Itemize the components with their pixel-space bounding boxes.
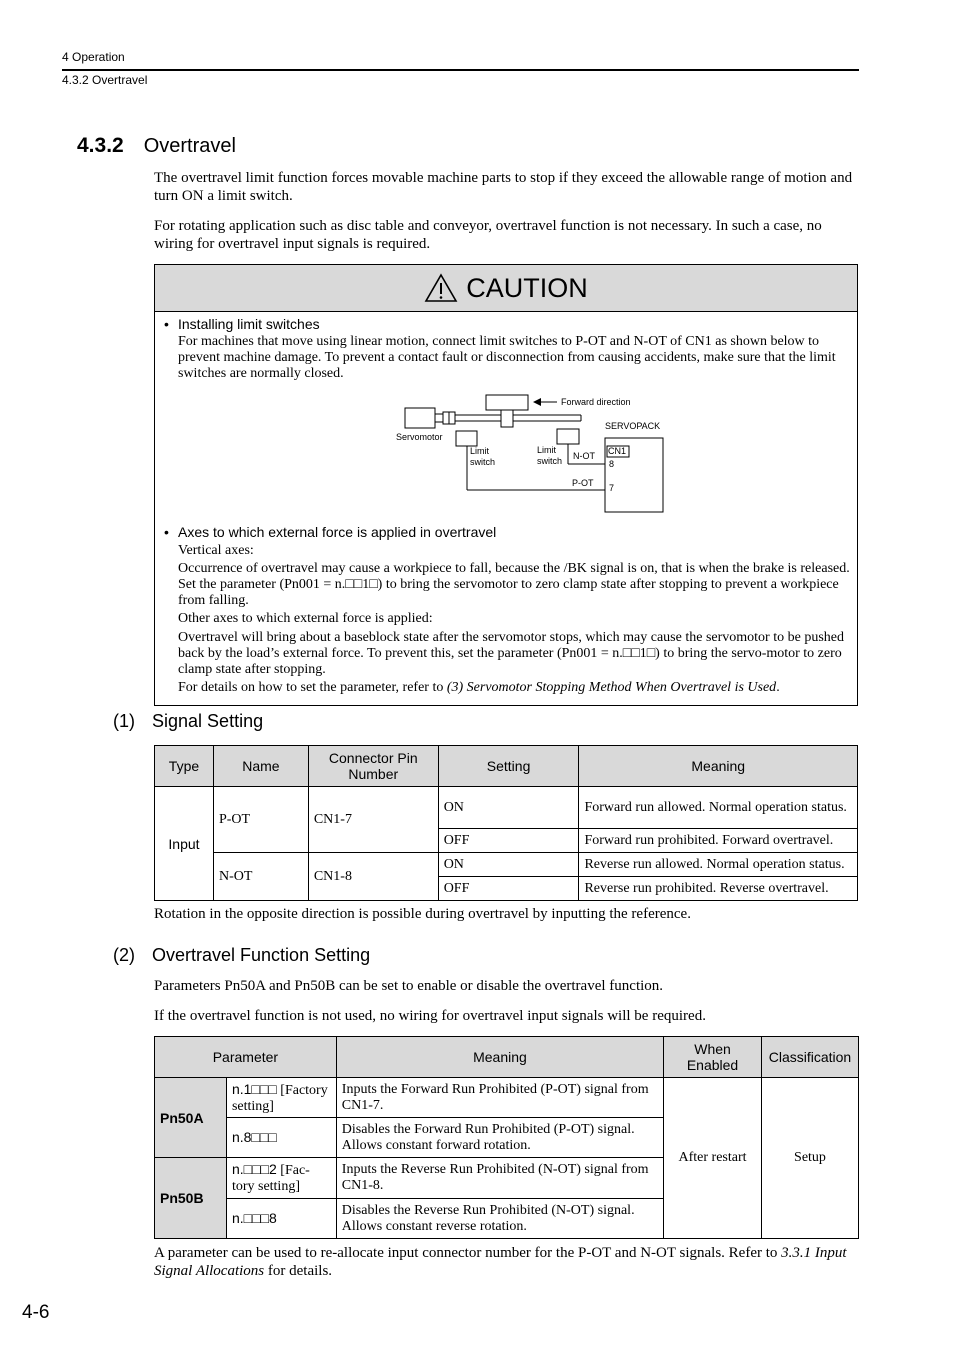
signal-table: [154, 745, 858, 901]
limit-switch-diagram: [385, 389, 675, 515]
caution-header: [155, 265, 857, 312]
table-row: [155, 1078, 859, 1118]
param-code: n.□□□8: [231, 1209, 277, 1226]
function-para-1: Parameters Pn50A and Pn50B can be set to enable or disable the overtravel function.: [154, 978, 664, 994]
name-cell: P-OT: [213, 787, 308, 853]
name-cell: N-OT: [213, 853, 308, 901]
param-meaning-cell: Disables the Reverse Run Prohibited (N-OT) signal. Allows constant reverse rotation.: [336, 1199, 663, 1239]
col-type: Type: [155, 746, 214, 787]
intro-paragraph-2: For rotating application such as disc table and conveyor, overtravel function is not necessary. In such a case, no wiring for overtravel input signals is required.: [154, 218, 822, 252]
details-text: [178, 680, 850, 696]
meaning-cell: Forward run allowed. Normal operation status.: [579, 787, 858, 829]
caution-item2-title: Axes to which external force is applied in overtravel: [178, 524, 497, 540]
col-meaning: Meaning: [579, 746, 858, 787]
vertical-axes-text: Occurrence of overtravel may cause a workpiece to fall, because the /BK signal is on, that is when the brake is released. Set the parameter (Pn001 = n.□□1□) to bring the servomotor to zero clamp state after stopping to prevent a workpiece from falling.: [178, 561, 850, 608]
when-enabled-cell: After restart: [664, 1078, 762, 1239]
type-cell: Input: [155, 787, 214, 901]
param-note: [Fac-tory setting]: [231, 1163, 310, 1194]
function-para-2: If the overtravel function is not used, no wiring for overtravel input signals will be required.: [154, 1008, 706, 1024]
signal-setting-number: (1): [113, 711, 135, 731]
caution-box: [154, 264, 858, 706]
table-row: [155, 853, 858, 877]
caution-item1-title: Installing limit switches: [178, 316, 320, 332]
param-value-cell: [226, 1199, 336, 1239]
meaning-cell: Forward run prohibited. Forward overtravel.: [579, 829, 858, 853]
warning-triangle-icon: [424, 273, 458, 303]
col-meaning: Meaning: [336, 1037, 663, 1078]
vertical-axes-label: Vertical axes:: [178, 543, 254, 558]
col-setting: Setting: [438, 746, 579, 787]
param-code: n.1□□□: [231, 1080, 277, 1097]
other-axes-text: Overtravel will bring about a baseblock state after the servomotor stops, which may cause the servomotor to be pushed back by the load’s external force. To prevent this, set the parameter (Pn001 = n.□□1□) to bring the servo-motor to zero clamp state after stopping.: [178, 630, 844, 677]
col-parameter: Parameter: [155, 1037, 337, 1078]
col-classification: Classification: [761, 1037, 858, 1078]
function-setting-heading: [113, 945, 370, 966]
section-number: 4.3.2: [77, 134, 124, 157]
label-servopack: SERVOPACK: [605, 421, 661, 431]
setting-cell: ON: [438, 787, 579, 829]
section-heading: [77, 134, 236, 158]
param-value-cell: [226, 1118, 336, 1158]
setting-cell: ON: [438, 853, 579, 877]
param-meaning-cell: Inputs the Reverse Run Prohibited (N-OT) signal from CN1-8.: [336, 1158, 663, 1199]
parameter-table-header: [155, 1037, 859, 1078]
label-pin-8: 8: [609, 459, 615, 469]
param-name-cell: Pn50B: [155, 1158, 227, 1239]
label-servomotor: Servomotor: [396, 432, 443, 442]
details-reference: (3) Servomotor Stopping Method When Overtravel is Used: [446, 680, 777, 695]
label-pin-7: 7: [609, 483, 615, 493]
pin-cell: CN1-8: [308, 853, 438, 901]
other-axes-label: Other axes to which external force is applied:: [178, 611, 433, 626]
label-n-ot: N-OT: [573, 451, 595, 461]
label-limit-switch-1: Limit switch: [470, 446, 496, 467]
label-limit-switch-2: Limit switch: [537, 445, 563, 466]
details-suffix: .: [776, 680, 780, 695]
param-meaning-cell: Disables the Forward Run Prohibited (P-OT) signal. Allows constant forward rotation.: [336, 1118, 663, 1158]
meaning-cell: Reverse run allowed. Normal operation status.: [579, 853, 858, 877]
details-prefix: For details on how to set the parameter, refer to: [178, 680, 447, 695]
caution-item1-text: For machines that move using linear motion, connect limit switches to P-OT and N-OT of CN1 as shown below to prevent machine damage. To prevent a contact fault or disconnection from causing accidents, make sure that the limit switches are normally closed.: [178, 334, 836, 381]
meaning-cell: Reverse run prohibited. Reverse overtravel.: [579, 877, 858, 901]
setting-cell: OFF: [438, 877, 579, 901]
param-value-cell: [226, 1078, 336, 1118]
param-code: n.8□□□: [231, 1128, 277, 1145]
signal-setting-title: Signal Setting: [152, 711, 264, 731]
signal-setting-heading: [113, 711, 263, 732]
function-setting-number: (2): [113, 945, 135, 965]
function-setting-title: Overtravel Function Setting: [152, 945, 371, 965]
param-value-cell: [226, 1158, 336, 1199]
bullet-2: •: [164, 524, 169, 540]
param-meaning-cell: Inputs the Forward Run Prohibited (P-OT) signal from CN1-7.: [336, 1078, 663, 1118]
param-note: [Factory setting]: [231, 1082, 328, 1114]
header-section: 4.3.2 Overtravel: [62, 73, 148, 87]
setting-cell: OFF: [438, 829, 579, 853]
header-chapter: 4 Operation: [62, 50, 125, 64]
label-p-ot: P-OT: [572, 478, 594, 488]
col-when-enabled: When Enabled: [664, 1037, 762, 1078]
page-number: 4-6: [22, 1302, 50, 1323]
parameter-table: [154, 1036, 859, 1239]
signal-note: Rotation in the opposite direction is possible during overtravel by inputting the reference.: [154, 906, 691, 922]
table-row: [155, 787, 858, 829]
col-connector: Connector Pin Number: [308, 746, 438, 787]
footer-suffix: for details.: [264, 1263, 333, 1279]
pin-cell: CN1-7: [308, 787, 438, 853]
param-name-cell: Pn50A: [155, 1078, 227, 1158]
intro-paragraph-1: The overtravel limit function forces movable machine parts to stop if they exceed the allowable range of motion and turn ON a limit switch.: [154, 170, 853, 204]
footer-paragraph: [154, 1244, 858, 1280]
footer-prefix: A parameter can be used to re-allocate input connector number for the P-OT and N-OT signals. Refer to: [154, 1245, 782, 1261]
signal-table-header: [155, 746, 858, 787]
label-cn1: CN1: [608, 446, 627, 456]
caution-title: CAUTION: [466, 272, 588, 303]
footer-reference: 3.3.1 Input Signal Allocations: [154, 1245, 847, 1279]
label-forward-direction: Forward direction: [561, 397, 631, 407]
header-rule: [62, 69, 859, 71]
bullet-1: •: [164, 316, 169, 332]
classification-cell: Setup: [761, 1078, 858, 1239]
section-title: Overtravel: [143, 135, 236, 157]
param-code: n.□□□2: [231, 1161, 277, 1177]
col-name: Name: [213, 746, 308, 787]
